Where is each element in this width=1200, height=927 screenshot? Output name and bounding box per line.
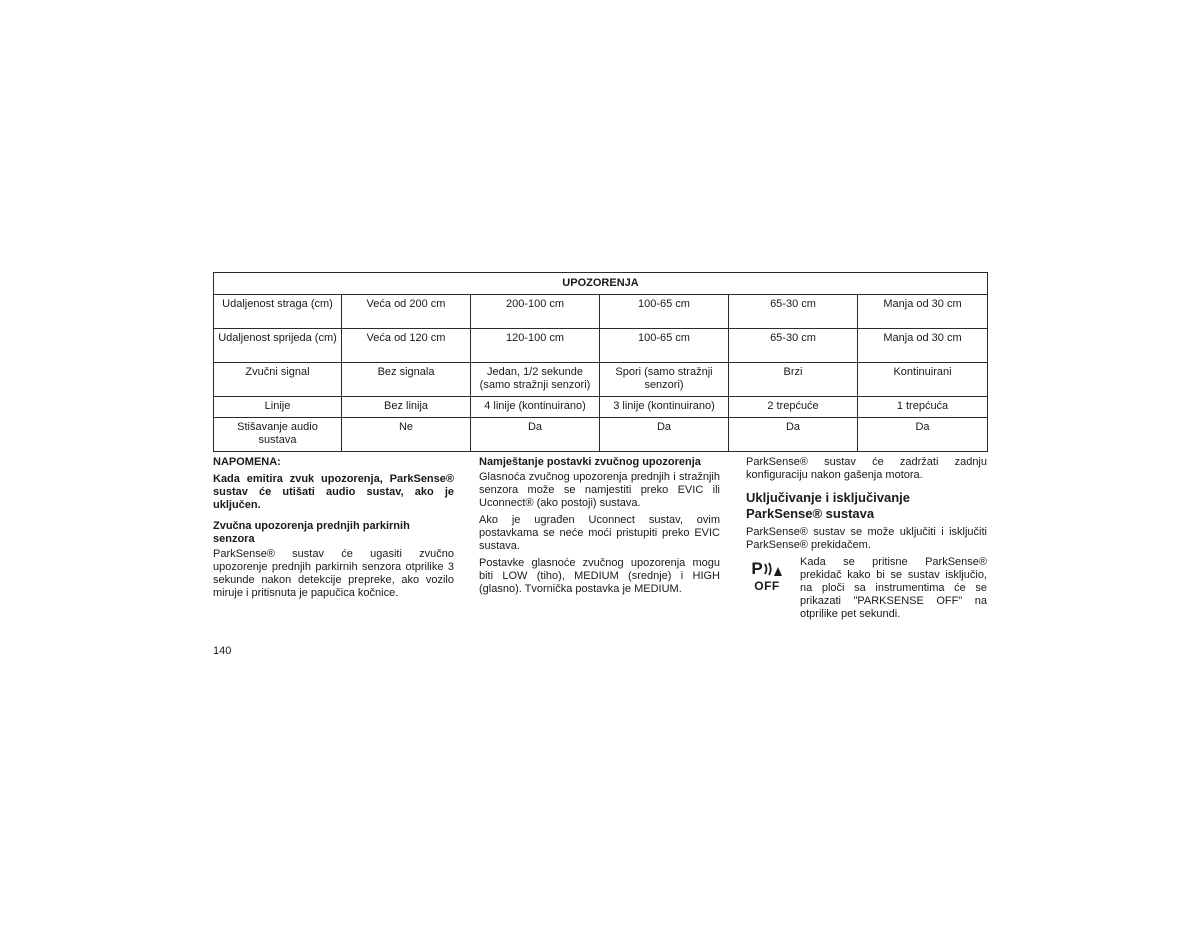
table-cell: Udaljenost straga (cm) (214, 295, 342, 329)
sensor-waves-icon (763, 561, 783, 577)
volume-settings-heading: Namještanje postavki zvučnog upozorenja (479, 456, 701, 468)
table-cell: Da (600, 418, 729, 452)
table-cell: 3 linije (kontinuirano) (600, 397, 729, 418)
table-cell: Linije (214, 397, 342, 418)
table-cell: Manja od 30 cm (858, 329, 988, 363)
table-cell: Stišavanje audio sustava (214, 418, 342, 452)
table-cell: 65-30 cm (729, 295, 858, 329)
table-cell: 4 linije (kontinuirano) (471, 397, 600, 418)
table-cell: Veća od 120 cm (342, 329, 471, 363)
table-cell: Bez signala (342, 363, 471, 397)
volume-paragraph-3: Postavke glasnoće zvučnog upozorenja mogu biti LOW (tiho), MEDIUM (srednje) i HIGH (glasno). Tvornička postavka je MEDIUM. (479, 557, 720, 595)
table-cell: Spori (samo stražnji senzori) (600, 363, 729, 397)
table-cell: Brzi (729, 363, 858, 397)
column-right (746, 456, 987, 621)
parksense-off-icon (746, 559, 788, 593)
warnings-table (213, 272, 988, 452)
page-number: 140 (213, 645, 232, 657)
table-title: UPOZORENJA (214, 273, 988, 295)
table-cell: 100-65 cm (600, 295, 729, 329)
config-paragraph: ParkSense® sustav će zadržati zadnju konfiguraciju nakon gašenja motora. (746, 456, 987, 481)
table-cell: 200-100 cm (471, 295, 600, 329)
parksense-off-text: Kada se pritisne ParkSense® prekidač kako bi se sustav isključio, na ploči sa instrumentima će se prikazati "PARKSENSE OFF" na otprilike pet sekundi. (800, 556, 987, 620)
table-cell: Bez linija (342, 397, 471, 418)
table-cell: Jedan, 1/2 sekunde (samo stražnji senzori) (471, 363, 600, 397)
section-heading: Uključivanje i isključivanje ParkSense® sustava (746, 490, 911, 521)
table-row (214, 329, 988, 363)
table-row (214, 363, 988, 397)
table-row (214, 295, 988, 329)
parksense-off-note (746, 556, 987, 621)
front-sensor-body: ParkSense® sustav će ugasiti zvučno upozorenje prednjih parkirnih senzora otprilike 3 sekunde nakon detekcije prepreke, ako vozilo miruje i pritisnuta je papučica kočnice. (213, 548, 454, 599)
table-cell: 65-30 cm (729, 329, 858, 363)
note-text: Kada emitira zvuk upozorenja, ParkSense® sustav će utišati audio sustav, ako je uključen. (213, 473, 454, 511)
table-cell: 2 trepćuće (729, 397, 858, 418)
volume-paragraph-2: Ako je ugrađen Uconnect sustav, ovim postavkama se neće moći pristupiti preko EVIC sustava. (479, 514, 720, 552)
column-left (213, 456, 454, 608)
parksense-off-label: OFF (754, 579, 780, 593)
table-cell: Da (471, 418, 600, 452)
table-cell: Zvučni signal (214, 363, 342, 397)
column-middle (479, 456, 720, 604)
table-cell: 1 trepćuća (858, 397, 988, 418)
table-cell: Veća od 200 cm (342, 295, 471, 329)
table-cell: 120-100 cm (471, 329, 600, 363)
front-sensor-heading: Zvučna upozorenja prednjih parkirnih senzora (213, 520, 410, 545)
table-cell: Kontinuirani (858, 363, 988, 397)
switch-paragraph: ParkSense® sustav se može uključiti i isključiti ParkSense® prekidačem. (746, 526, 987, 551)
table-cell: 100-65 cm (600, 329, 729, 363)
table-cell: Udaljenost sprijeda (cm) (214, 329, 342, 363)
table-cell: Da (729, 418, 858, 452)
table-row (214, 397, 988, 418)
table-cell: Manja od 30 cm (858, 295, 988, 329)
table-cell: Ne (342, 418, 471, 452)
parksense-p-glyph: P (751, 559, 763, 578)
table-row (214, 418, 988, 452)
note-label: NAPOMENA: (213, 456, 281, 468)
volume-paragraph-1: Glasnoća zvučnog upozorenja prednjih i stražnjih senzora može se namjestiti preko EVIC ili Uconnect® (ako postoji) sustava. (479, 471, 720, 509)
table-cell: Da (858, 418, 988, 452)
